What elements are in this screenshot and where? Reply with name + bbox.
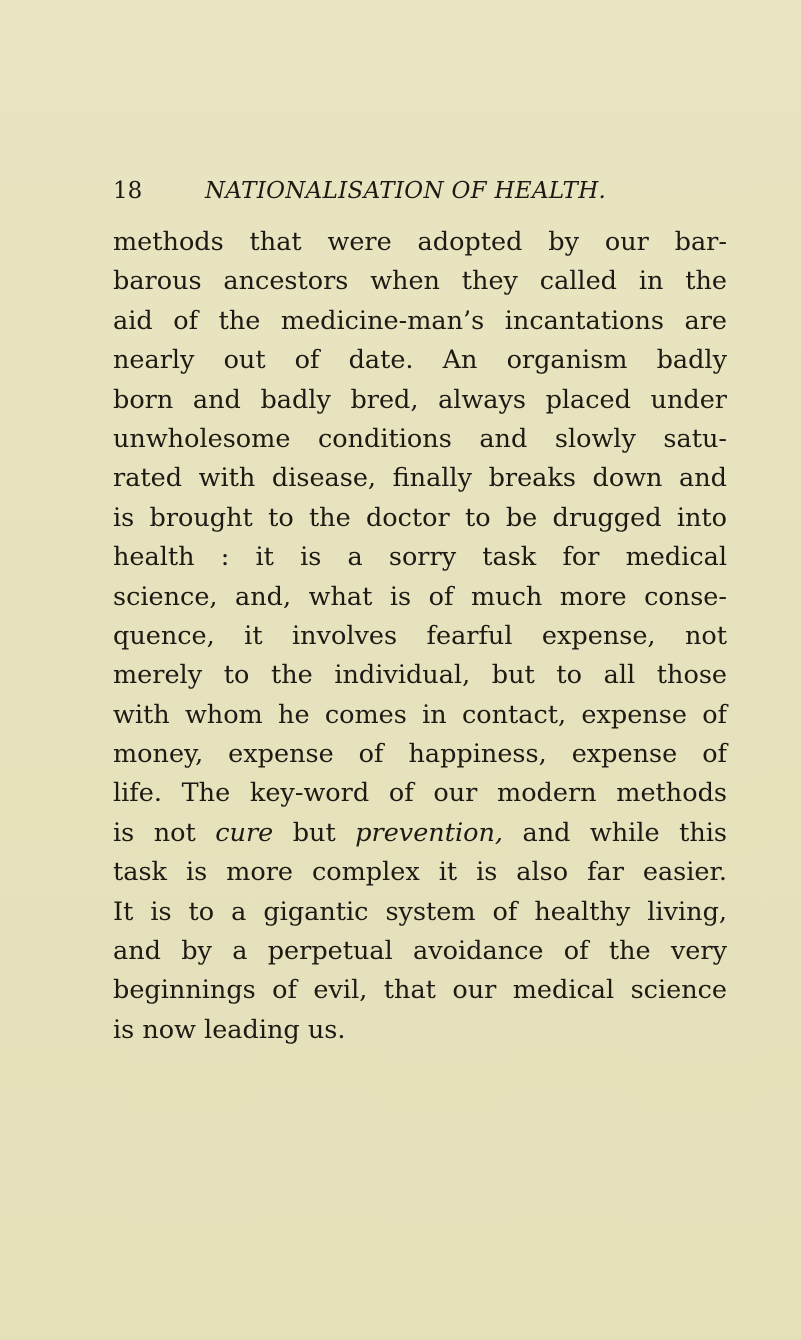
page-number: 18 xyxy=(113,178,143,204)
text-line: quence, it involves fearful expense, not xyxy=(113,620,727,651)
running-head xyxy=(113,176,733,206)
text-line: nearly out of date. An organism badly xyxy=(113,345,727,376)
text-line-with-emphasis xyxy=(113,814,727,853)
text-line: beginnings of evil, that our medical science xyxy=(113,975,727,1006)
text-run: but xyxy=(273,817,356,848)
text-line: science, and, what is of much more conse- xyxy=(113,581,727,612)
running-title: NATIONALISATION OF HEALTH. xyxy=(205,178,607,204)
text-line: rated with disease, finally breaks down and xyxy=(113,463,727,494)
text-line: is now leading us. xyxy=(113,1014,346,1045)
emphasis-prevention: prevention, xyxy=(355,817,504,848)
text-line: aid of the medicine-man’s incantations are xyxy=(113,305,727,336)
text-line: task is more complex it is also far easier. xyxy=(113,857,727,888)
text-run: is not xyxy=(113,817,216,848)
text-line: born and badly bred, always placed under xyxy=(113,384,727,415)
text-line: money, expense of happiness, expense of xyxy=(113,739,727,770)
text-line: health : it is a sorry task for medical xyxy=(113,542,727,573)
emphasis-cure: cure xyxy=(215,817,274,848)
text-line: methods that were adopted by our bar- xyxy=(113,227,727,257)
text-line: merely to the individual, but to all those xyxy=(113,660,727,691)
text-line: unwholesome conditions and slowly satu- xyxy=(113,423,727,454)
text-line: and by a perpetual avoidance of the very xyxy=(113,936,727,967)
text-run: and while this xyxy=(503,817,727,848)
text-line: is brought to the doctor to be drugged into xyxy=(113,502,727,533)
text-line: with whom he comes in contact, expense of xyxy=(113,699,727,730)
text-line: life. The key-word of our modern methods xyxy=(113,778,727,809)
body-paragraph xyxy=(113,223,727,1050)
text-line: It is to a gigantic system of healthy living, xyxy=(113,896,727,927)
text-line: barous ancestors when they called in the xyxy=(113,266,727,297)
